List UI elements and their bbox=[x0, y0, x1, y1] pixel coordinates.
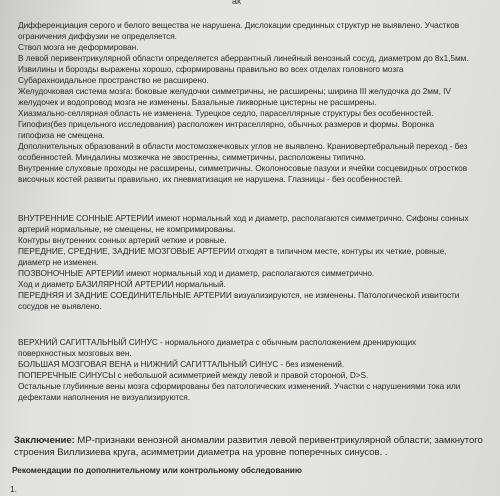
artery-line: ВНУТРЕННИЕ СОННЫЕ АРТЕРИИ имеют нормальный ход и диаметр, располагаются симметрично. Сифоны сонных bbox=[18, 213, 469, 223]
sinus-line: ПОПЕРЕЧНЫЕ СИНУСЫ с небольшой асимметрией между левой и правой стороной, D>S. bbox=[18, 370, 369, 380]
finding-line: Гипофиз(без прицельного исследования) расположен интраселлярно, обычных размеров и формы. Воронка bbox=[18, 119, 435, 129]
sinus-line: БОЛЬШАЯ МОЗГОВАЯ ВЕНА и НИЖНИЙ САГИТТАЛЬНЫЙ СИНУС - без изменений. bbox=[18, 359, 345, 369]
finding-line: гипофиза не смещена. bbox=[18, 130, 105, 140]
artery-line: ПЕРЕДНИЕ, СРЕДНИЕ, ЗАДНИЕ МОЗГОВЫЕ АРТЕРИИ отходят в типичном месте, контуры их четкие, ровные, bbox=[18, 246, 447, 256]
list-number: 1. bbox=[10, 484, 17, 494]
finding-line: Дополнительных образований в области мостомозжечковых углов не выявлено. Краниовертебральный переход - без bbox=[18, 141, 468, 151]
artery-line: сосудов не выявлено. bbox=[18, 301, 102, 311]
conclusion-text: МР-признаки венозной аномалии развития левой перивентрикулярной области; замкнутого bbox=[74, 435, 483, 446]
finding-line: Дифференциация серого и белого вещества не нарушена. Дислокации срединных структур не выявлено. Участков bbox=[18, 20, 460, 30]
artery-line: Контуры внутренних сонных артерий четкие и ровные. bbox=[18, 235, 227, 245]
artery-line: ПЕРЕДНЯЯ И ЗАДНИЕ СОЕДИНИТЕЛЬНЫЕ АРТЕРИИ визуализируются, не изменены. Патологической извитости bbox=[18, 290, 460, 300]
sinus-line: поверхностных мозговых вен. bbox=[18, 348, 132, 358]
artery-line: Ход и диаметр БАЗИЛЯРНОЙ АРТЕРИИ нормальный. bbox=[18, 279, 226, 289]
finding-line: желудочек и водопровод мозга не изменены. Базальные ликворные цистерны не расширены. bbox=[18, 97, 377, 107]
artery-line: ПОЗВОНОЧНЫЕ АРТЕРИИ имеют нормальный ход и диаметр, располагаются симметрично. bbox=[18, 268, 375, 278]
recommendations-heading: Рекомендации по дополнительному или контрольному обследованию bbox=[12, 465, 302, 475]
finding-line: Извилины и борозды выражены хорошо, сформированы правильно во всех отделах головного мозга bbox=[18, 64, 404, 74]
finding-line: Желудочковая система мозга: боковые желудочки симметричны, не расширены; ширина III желудочка до 2мм, IV bbox=[18, 86, 451, 96]
sinus-line: ВЕРХНИЙ САГИТТАЛЬНЫЙ СИНУС - нормального диаметра с обычным расположением дренирующих bbox=[18, 337, 417, 347]
finding-line: особенностей. Миндалины мозжечка не эвостренны, симметричны, расположены типично. bbox=[18, 152, 366, 162]
artery-line: диаметр не изменен. bbox=[18, 257, 99, 267]
finding-line: Субарахноидальное пространство не расширено. bbox=[18, 75, 209, 85]
finding-line: Внутренние слуховые проходы не расширены, симметричны. Околоносовые пазухи и ячейки сосцевидных отростков bbox=[18, 163, 468, 173]
finding-line: височных костей развиты правильно, их пневматизация не нарушена. Глазницы - без особенностей. bbox=[18, 174, 403, 184]
finding-line: ограничения диффузии не определяется. bbox=[18, 31, 177, 41]
conclusion-line bbox=[14, 435, 483, 446]
conclusion-line: строения Виллизиева круга, асимметрии диаметра на уровне поперечных синусов. . bbox=[14, 447, 388, 458]
sinus-line: Остальные глубинные вены мозга сформированы без патологических изменений. Участки с нарушениями тока или bbox=[18, 381, 461, 391]
sinus-line: дефектами наполнения не визуализируются. bbox=[18, 392, 190, 402]
finding-line: Ствол мозга не деформирован. bbox=[18, 42, 139, 52]
top-fragment: ак bbox=[232, 0, 241, 6]
conclusion-label: Заключение: bbox=[14, 435, 75, 446]
finding-line: В левой перивентрикулярной области определяется аберрантный линейный венозный сосуд, диаметром до 8х1,5мм. bbox=[18, 53, 469, 63]
finding-line: Хиазмально-селлярная область не изменена. Турецкое седло, параселлярные структуры без особенностей. bbox=[18, 108, 434, 118]
artery-line: артерий нормальные, не смещены, не компримированы. bbox=[18, 224, 236, 234]
